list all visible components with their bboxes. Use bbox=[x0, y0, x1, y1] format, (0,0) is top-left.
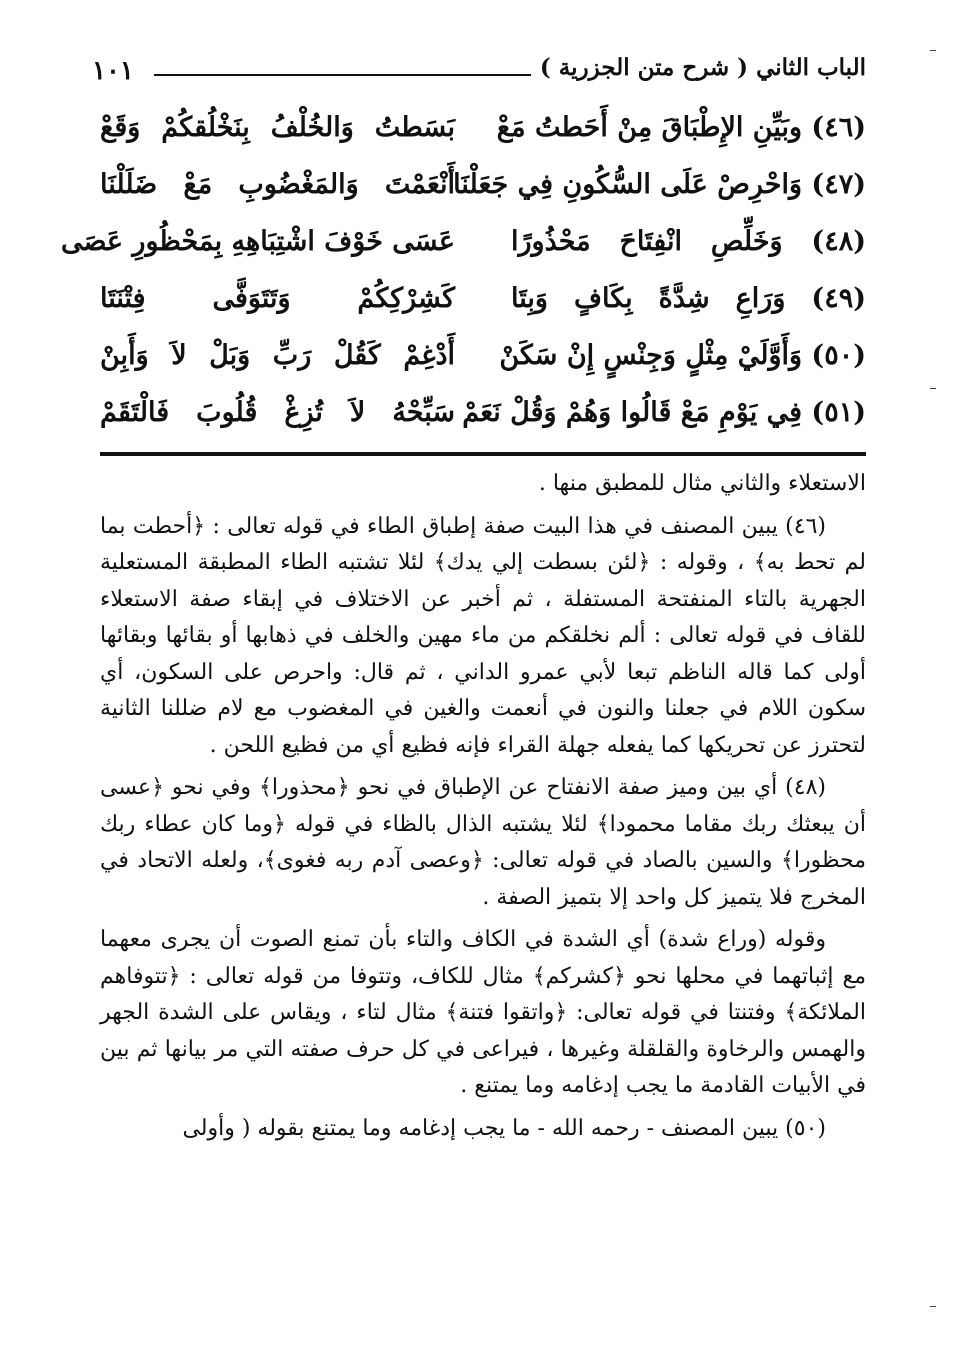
commentary-paragraph: الاستعلاء والثاني مثال للمطبق منها . bbox=[538, 471, 866, 496]
header-rule bbox=[154, 74, 531, 76]
verse-second-hemistich: بَسَطتُ وَالخُلْفُ بِنَخْلُقكُمْ وَقَعْ bbox=[100, 112, 455, 143]
scan-edge-mark bbox=[930, 1306, 936, 1307]
scan-edge-mark bbox=[930, 388, 936, 389]
page-number: ١٠١ bbox=[92, 56, 134, 86]
verse-second-hemistich: أَدْغِمْ كَقُلْ رَبِّ وَبَلْ لاَ وَأَبِنْ bbox=[100, 340, 455, 371]
poem-verses bbox=[60, 112, 866, 454]
running-title: الباب الثاني ( شرح متن الجزرية ) bbox=[539, 54, 866, 81]
commentary-paragraph: (٤٦) يبين المصنف في هذا البيت صفة إطباق الطاء في قوله تعالى : ﴿أحطت بما لم تحط به﴾ ، وقوله : ﴿لئن بسطت إلي يدك﴾ لئلا تشتبه الطاء المطبقة المستعلية الجهرية بالتاء المنفتحة المستفلة ، ثم أخبر عن الاختلاف في إبقاء صفة الاستعلاء للقاف في قوله تعالى : ألم نخلقكم من ماء مهين والخلف في ذهابها أو بقائها وبقائها أولى كما قاله الناظم تبعا لأبي عمرو الداني ، ثم قال: واحرص على السكون، أي سكون اللام في جعلنا والنون في أنعمت والغين في المغضوب مع لام ضللنا الثانية لتحترز عن تحريكها كما يفعله جهلة القراء فإنه فظيع أي من فظيع اللحن . bbox=[100, 513, 866, 758]
scan-edge-mark bbox=[930, 50, 936, 51]
verse-first-hemistich: (٥١) فِي يَوْمِ مَعْ قَالُوا وَهُمْ وَقُلْ نَعَمْ bbox=[462, 397, 866, 428]
verse-first-hemistich: (٥٠) وَأَوَّلَيْ مِثْلٍ وَجِنْسٍ إِنْ سَكَنْ bbox=[499, 340, 866, 371]
verse-second-hemistich: سَبِّحْهُ لاَ تُزِغْ قُلُوبَ فَالْتَقَمْ bbox=[100, 397, 455, 428]
verse-second-hemistich: كَشِرْكِكُمْ وَتَتَوَفَّى فِتْنَتَا bbox=[100, 283, 455, 314]
verse-first-hemistich: (٤٩) وَرَاعِ شِدَّةً بِكَافٍ وَبِتَا bbox=[511, 283, 866, 314]
commentary-paragraph: وقوله (وراع شدة) أي الشدة في الكاف والتاء بأن تمنع الصوت أن يجرى معهما مع إثباتهما في محلها نحو ﴿كشركم﴾ مثال للكاف، وتتوفا من قوله تعالى : ﴿تتوفاهم الملائكة﴾ وفتنتا في قوله تعالى: ﴿واتقوا فتنة﴾ مثال لتاء ، ويقاس على الشدة الجهر والهمس والرخاوة والقلقلة وغيرها ، فيراعى في كل حرف صفته التي مر بيانها ثم بين في الأبيات القادمة ما يجب إدغامه وما يمتنع . bbox=[100, 927, 866, 1098]
verse-46 bbox=[100, 112, 866, 169]
commentary-paragraph: (٤٨) أي بين وميز صفة الانفتاح عن الإطباق في نحو ﴿محذورا﴾ وفي نحو ﴿عسى أن يبعثك ربك مقاما محمودا﴾ لئلا يشتبه الذال بالظاء في قوله ﴿وما كان عطاء ربك محظورا﴾ والسين بالصاد في قوله تعالى: ﴿وعصى آدم ربه فغوى﴾، ولعله الاتحاد في المخرج فلا يتميز كل واحد إلا بتميز الصفة . bbox=[100, 775, 866, 910]
commentary-text bbox=[100, 466, 866, 1153]
verse-second-hemistich: عَسَى خَوْفَ اشْتِبَاهِهِ بِمَحْظُورِ عَصَى bbox=[60, 226, 455, 257]
verse-51 bbox=[100, 397, 866, 454]
verse-50 bbox=[100, 340, 866, 397]
verse-first-hemistich: (٤٧) وَاحْرِصْ عَلَى السُّكُونِ فِي جَعَلْنَا bbox=[453, 169, 866, 200]
verse-first-hemistich: (٤٦) وبَيِّنِ الإِطْبَاقَ مِنْ أَحَطتُ مَعْ bbox=[496, 112, 866, 143]
verse-49 bbox=[100, 283, 866, 340]
poem-divider bbox=[100, 452, 866, 456]
verse-47 bbox=[100, 169, 866, 226]
verse-first-hemistich: (٤٨) وَخَلِّصِ انْفِتَاحَ مَحْذُورًا bbox=[511, 226, 866, 257]
page-header bbox=[92, 52, 866, 92]
verse-48 bbox=[60, 226, 866, 283]
verse-second-hemistich: أَنْعَمْتَ وَالمَغْضُوبِ مَعْ ضَلَلْنَا bbox=[100, 169, 455, 200]
commentary-paragraph: (٥٠) يبين المصنف - رحمه الله - ما يجب إدغامه وما يمتنع بقوله ( وأولى bbox=[182, 1115, 826, 1141]
